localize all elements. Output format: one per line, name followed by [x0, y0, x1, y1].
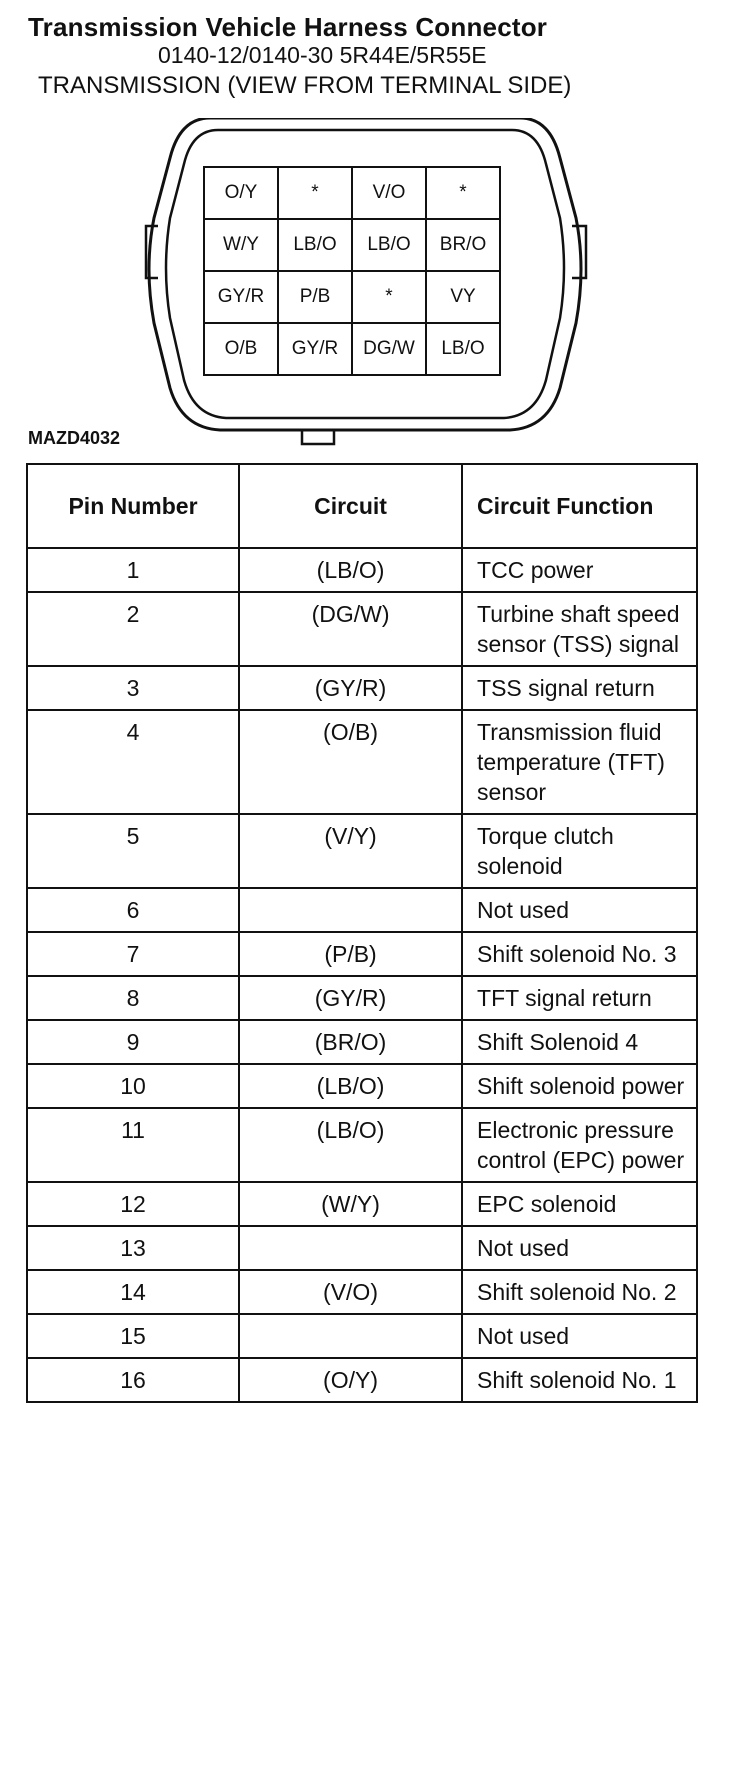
table-row	[27, 710, 697, 814]
circuit: (DG/W)	[239, 592, 462, 666]
header-circuit: Circuit	[239, 464, 462, 548]
circuit	[239, 1226, 462, 1270]
header-circuit-function: Circuit Function	[462, 464, 697, 548]
circuit-function: Not used	[462, 1314, 697, 1358]
table-row	[27, 592, 697, 666]
pin-table	[26, 463, 698, 1403]
circuit	[239, 1314, 462, 1358]
table-row	[27, 1064, 697, 1108]
connector-pin-grid	[203, 166, 501, 376]
circuit-function: Not used	[462, 1226, 697, 1270]
pin-cell: LB/O	[352, 219, 426, 271]
model-subtitle: 0140-12/0140-30 5R44E/5R55E	[158, 42, 487, 68]
pin-grid-row	[204, 167, 500, 219]
circuit: (LB/O)	[239, 1064, 462, 1108]
table-row	[27, 976, 697, 1020]
circuit-function: Not used	[462, 888, 697, 932]
pin-cell: P/B	[278, 271, 352, 323]
pin-grid-row	[204, 323, 500, 375]
pin-cell: O/B	[204, 323, 278, 375]
pin-cell: W/Y	[204, 219, 278, 271]
pin-number: 4	[27, 710, 239, 814]
table-row	[27, 1314, 697, 1358]
pin-cell: O/Y	[204, 167, 278, 219]
table-row	[27, 1020, 697, 1064]
pin-number: 3	[27, 666, 239, 710]
pin-cell: LB/O	[278, 219, 352, 271]
pin-number: 12	[27, 1182, 239, 1226]
pin-number: 8	[27, 976, 239, 1020]
pin-number: 13	[27, 1226, 239, 1270]
diagram-id-label: MAZD4032	[28, 428, 121, 448]
circuit-function: TSS signal return	[462, 666, 697, 710]
pin-number: 1	[27, 548, 239, 592]
pin-number: 10	[27, 1064, 239, 1108]
pin-cell: DG/W	[352, 323, 426, 375]
pin-cell: LB/O	[426, 323, 500, 375]
table-row	[27, 1358, 697, 1402]
pin-number: 11	[27, 1108, 239, 1182]
circuit-function: TFT signal return	[462, 976, 697, 1020]
circuit: (O/B)	[239, 710, 462, 814]
pin-cell: GY/R	[204, 271, 278, 323]
pin-number: 14	[27, 1270, 239, 1314]
circuit-function: Torque clutch solenoid	[462, 814, 697, 888]
circuit: (GY/R)	[239, 666, 462, 710]
view-caption: TRANSMISSION (VIEW FROM TERMINAL SIDE)	[38, 72, 572, 99]
circuit-function: Turbine shaft speed sensor (TSS) signal	[462, 592, 697, 666]
circuit-function: Transmission fluid temperature (TFT) sensor	[462, 710, 697, 814]
circuit-function: Shift solenoid No. 1	[462, 1358, 697, 1402]
circuit: (BR/O)	[239, 1020, 462, 1064]
table-row	[27, 1108, 697, 1182]
circuit: (LB/O)	[239, 548, 462, 592]
circuit-function: EPC solenoid	[462, 1182, 697, 1226]
page-title: Transmission Vehicle Harness Connector	[28, 12, 548, 42]
circuit: (O/Y)	[239, 1358, 462, 1402]
pin-number: 5	[27, 814, 239, 888]
pin-cell: *	[352, 271, 426, 323]
pin-number: 16	[27, 1358, 239, 1402]
pin-grid-row	[204, 271, 500, 323]
circuit	[239, 888, 462, 932]
pin-cell: BR/O	[426, 219, 500, 271]
pin-number: 9	[27, 1020, 239, 1064]
pin-number: 15	[27, 1314, 239, 1358]
circuit-function: Electronic pressure control (EPC) power	[462, 1108, 697, 1182]
pin-table-header	[27, 464, 697, 548]
circuit-function: Shift solenoid power	[462, 1064, 697, 1108]
circuit: (P/B)	[239, 932, 462, 976]
header-pin-number: Pin Number	[27, 464, 239, 548]
circuit-function: Shift solenoid No. 3	[462, 932, 697, 976]
circuit: (V/O)	[239, 1270, 462, 1314]
circuit: (V/Y)	[239, 814, 462, 888]
pin-cell: *	[426, 167, 500, 219]
pin-cell: GY/R	[278, 323, 352, 375]
pin-number: 7	[27, 932, 239, 976]
pin-cell: *	[278, 167, 352, 219]
circuit-function: Shift solenoid No. 2	[462, 1270, 697, 1314]
pin-cell: VY	[426, 271, 500, 323]
circuit-function: Shift Solenoid 4	[462, 1020, 697, 1064]
circuit: (LB/O)	[239, 1108, 462, 1182]
table-row	[27, 1182, 697, 1226]
table-row	[27, 814, 697, 888]
pin-cell: V/O	[352, 167, 426, 219]
circuit: (GY/R)	[239, 976, 462, 1020]
pin-grid-row	[204, 219, 500, 271]
pin-number: 2	[27, 592, 239, 666]
table-row	[27, 888, 697, 932]
circuit-function: TCC power	[462, 548, 697, 592]
table-row	[27, 1226, 697, 1270]
table-row	[27, 666, 697, 710]
table-row	[27, 548, 697, 592]
table-row	[27, 1270, 697, 1314]
table-row	[27, 932, 697, 976]
pin-number: 6	[27, 888, 239, 932]
circuit: (W/Y)	[239, 1182, 462, 1226]
